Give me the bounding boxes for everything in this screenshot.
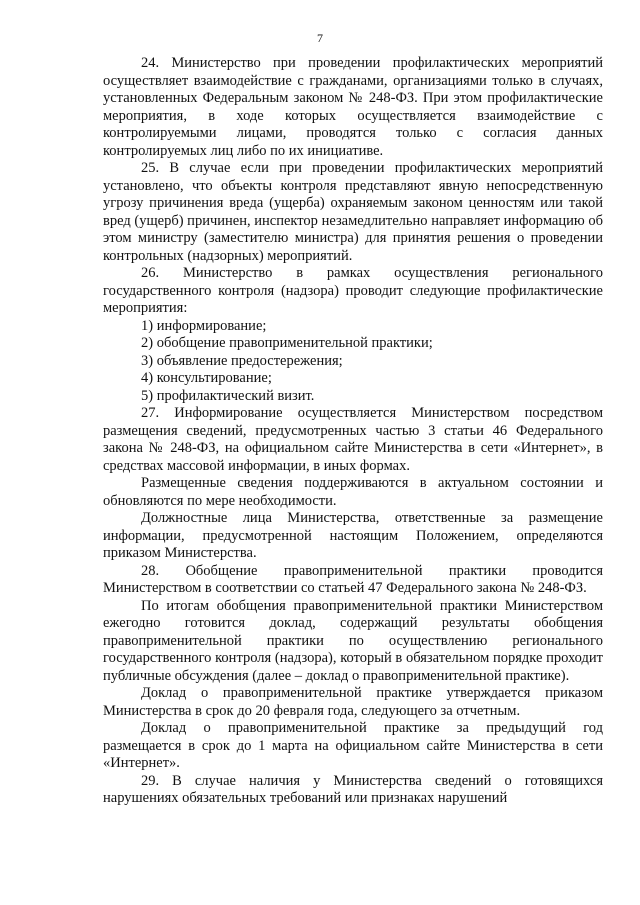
paragraph-28-report: По итогам обобщения правоприменительной практики Министерством ежегодно готовится доклад, содержащий результаты обобщения правоприменительной практики по осуществлению регионального государственного контроля (надзора), который в обязательном порядке проходит публичные обсуждения (далее – доклад о правоприменительной практике).	[103, 597, 603, 684]
paragraph-29: 29. В случае наличия у Министерства сведений о готовящихся нарушениях обязательных требований или признаках нарушений	[103, 772, 603, 806]
paragraph-28-publication: Доклад о правоприменительной практике за предыдущий год размещается в срок до 1 марта на официальном сайте Министерства в сети «Интернет».	[103, 720, 603, 771]
paragraph-27: 27. Информирование осуществляется Министерством посредством размещения сведений, предусмотренных частью 3 статьи 46 Федерального закона № 248-ФЗ, на официальном сайте Министерства в сети «Интернет», в средствах массовой информации, в иных формах.	[103, 405, 603, 474]
list-item-preventive-visit: 5) профилактический визит.	[141, 387, 315, 404]
paragraph-27-officials: Должностные лица Министерства, ответственные за размещение информации, предусмотренной настоящим Положением, определяются приказом Министерства.	[103, 510, 603, 561]
paragraph-26: 26. Министерство в рамках осуществления регионального государственного контроля (надзора) проводит следующие профилактические мероприятия:	[103, 265, 603, 316]
list-item-informing: 1) информирование;	[141, 317, 267, 334]
paragraph-28: 28. Обобщение правоприменительной практики проводится Министерством в соответствии со статьей 47 Федерального закона № 248-ФЗ.	[103, 562, 603, 596]
document-body	[103, 55, 603, 808]
page-number: 7	[317, 31, 323, 45]
paragraph-28-approval: Доклад о правоприменительной практике утверждается приказом Министерства в срок до 20 февраля года, следующего за отчетным.	[103, 685, 603, 719]
list-item-warning: 3) объявление предостережения;	[141, 352, 343, 369]
paragraph-24: 24. Министерство при проведении профилактических мероприятий осуществляет взаимодействие с гражданами, организациями только в случаях, установленных Федеральным законом № 248-ФЗ. При этом профилактические мероприятия, в ходе которых осуществляется взаимодействие с контролируемыми лицами, проводятся только с согласия данных контролируемых лиц либо по их инициативе.	[103, 55, 603, 159]
list-item-consulting: 4) консультирование;	[141, 370, 272, 386]
list-item-generalization: 2) обобщение правоприменительной практики;	[141, 335, 433, 351]
paragraph-25: 25. В случае если при проведении профилактических мероприятий установлено, что объекты контроля представляют явную непосредственную угрозу причинения вреда (ущерба) охраняемым законом ценностям или такой вред (ущерб) причинен, инспектор незамедлительно направляет информацию об этом министру (заместителю министра) для принятия решения о проведении контрольных (надзорных) мероприятий.	[103, 160, 603, 264]
paragraph-27-updates: Размещенные сведения поддерживаются в актуальном состоянии и обновляются по мере необходимости.	[103, 475, 603, 509]
